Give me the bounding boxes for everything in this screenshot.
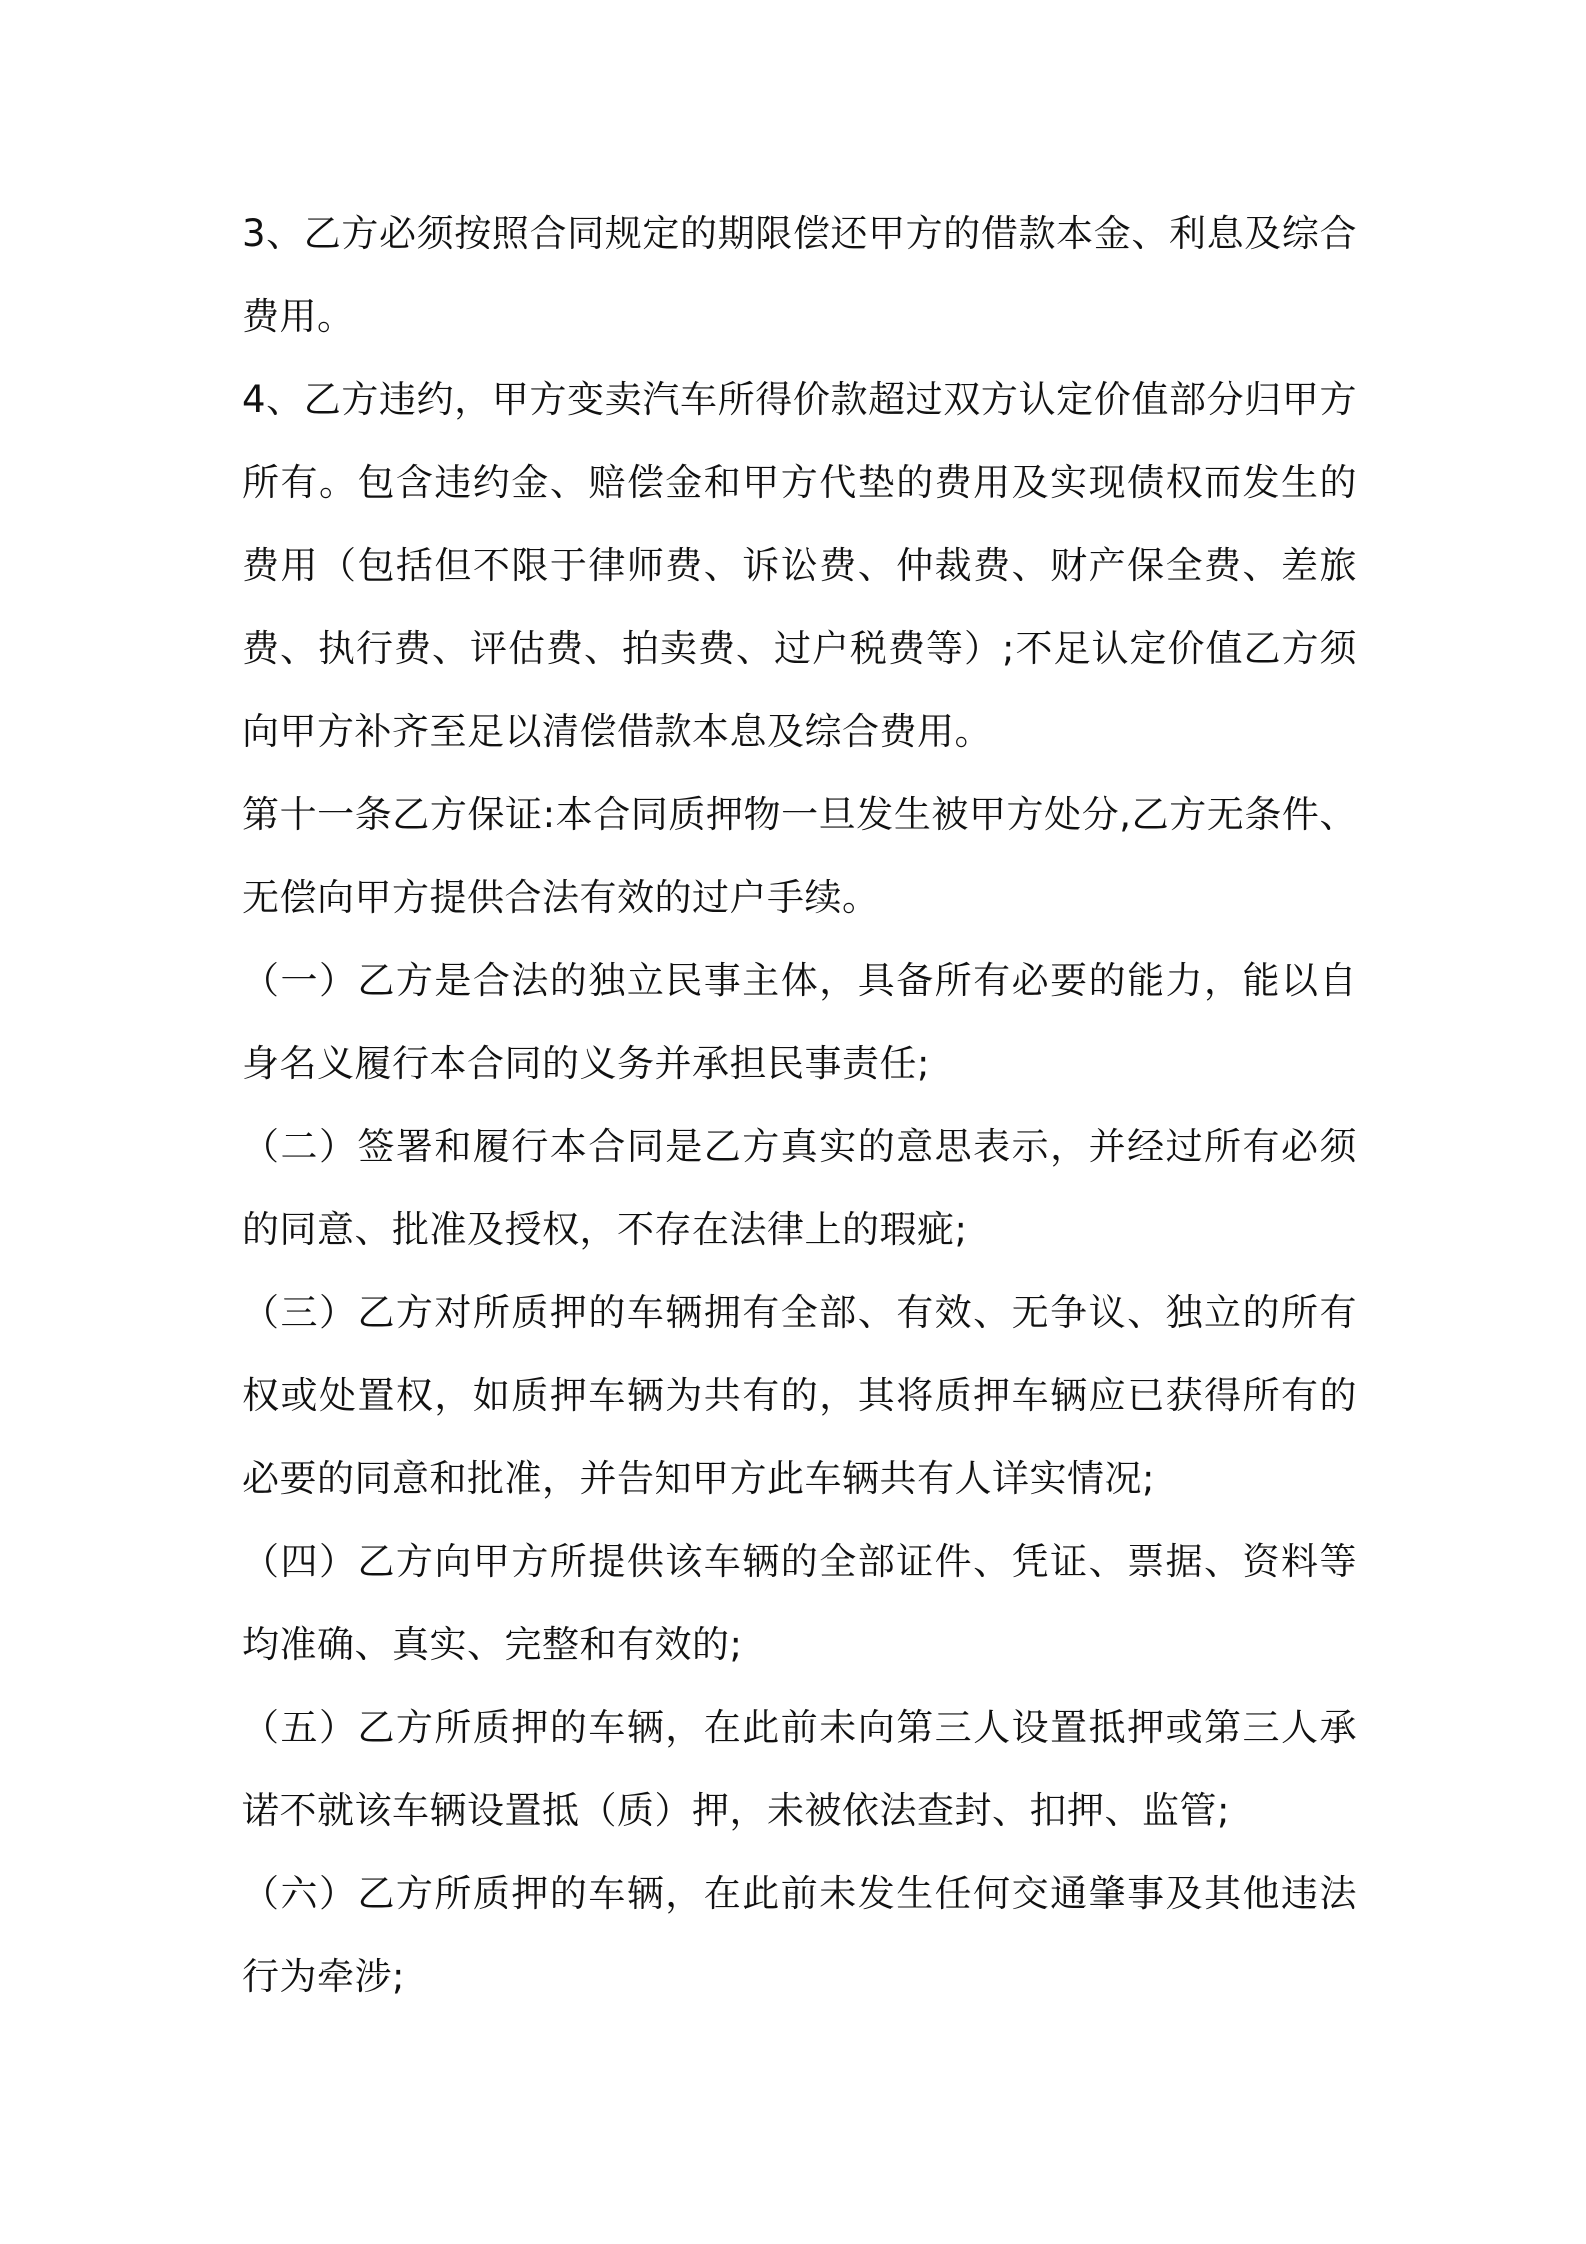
article-11-paragraph: 第十一条乙方保证:本合同质押物一旦发生被甲方处分,乙方无条件、无偿向甲方提供合法有效的过户手续。 <box>242 793 1357 919</box>
guarantee-item-3: （三）乙方对所质押的车辆拥有全部、有效、无争议、独立的所有权或处置权，如质押车辆为共有的，其将质押车辆应已获得所有的必要的同意和批准，并告知甲方此车辆共有人详实情况; <box>242 1291 1357 1500</box>
document-page <box>242 192 1357 2018</box>
clause-4-paragraph: 4、乙方违约，甲方变卖汽车所得价款超过双方认定价值部分归甲方所有。包含违约金、赔偿金和甲方代垫的费用及实现债权而发生的费用（包括但不限于律师费、诉讼费、仲裁费、财产保全费、差旅费、执行费、评估费、拍卖费、过户税费等）;不足认定价值乙方须向甲方补齐至足以清偿借款本息及综合费用。 <box>242 378 1357 753</box>
guarantee-item-4: （四）乙方向甲方所提供该车辆的全部证件、凭证、票据、资料等均准确、真实、完整和有效的; <box>242 1540 1357 1666</box>
guarantee-item-5: （五）乙方所质押的车辆，在此前未向第三人设置抵押或第三人承诺不就该车辆设置抵（质）押，未被依法查封、扣押、监管; <box>242 1706 1357 1832</box>
guarantee-item-1: （一）乙方是合法的独立民事主体，具备所有必要的能力，能以自身名义履行本合同的义务并承担民事责任; <box>242 959 1357 1085</box>
guarantee-item-2: （二）签署和履行本合同是乙方真实的意思表示，并经过所有必须的同意、批准及授权，不存在法律上的瑕疵; <box>242 1125 1357 1251</box>
guarantee-item-6: （六）乙方所质押的车辆，在此前未发生任何交通肇事及其他违法行为牵涉; <box>242 1872 1357 1998</box>
clause-3-paragraph: 3、乙方必须按照合同规定的期限偿还甲方的借款本金、利息及综合费用。 <box>242 212 1357 338</box>
